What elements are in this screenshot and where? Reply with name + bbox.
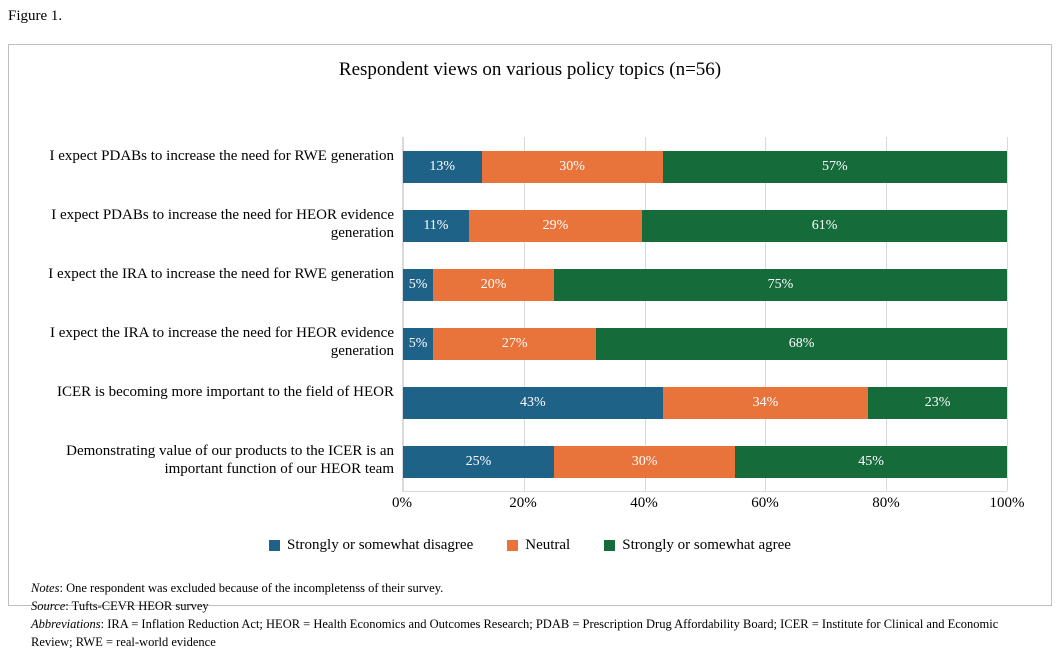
bar-segment: 27% [433,328,596,360]
legend-label: Strongly or somewhat disagree [287,537,474,553]
bar-segment: 61% [642,210,1007,242]
x-tick-label: 100% [989,495,1025,511]
legend-swatch [507,540,518,551]
bar-segment: 30% [554,446,735,478]
bar-segment: 68% [596,328,1007,360]
figure-notes [31,579,1031,652]
category-label: Demonstrating value of our products to the ICER is an important function of our HEOR team [66,442,394,478]
bar-segment: 23% [868,387,1007,419]
gridline [1007,137,1008,491]
bar-segment: 30% [482,151,663,183]
bar-segment: 57% [663,151,1007,183]
x-axis-line [402,491,1007,492]
category-label: I expect the IRA to increase the need for HEOR evidence generation [49,324,394,360]
bar-segment: 25% [403,446,554,478]
chart-title: Respondent views on various policy topics (n=56) [338,59,722,80]
plot-area [402,137,1007,491]
category-label: I expect the IRA to increase the need for RWE generation [48,265,394,282]
source-label: Source [31,599,66,614]
bar-segment: 43% [403,387,663,419]
notes-text: : One respondent was excluded because of the incompletenss of their survey. [59,581,444,595]
category-label: I expect PDABs to increase the need for HEOR evidence generation [51,206,394,242]
notes-line-abbreviations [31,615,1031,651]
source-text: : Tufts-CEVR HEOR survey [65,599,209,614]
bar-row [403,210,1007,242]
notes-line-notes [31,579,1031,597]
notes-label: Notes [31,581,60,595]
legend-swatch [269,540,280,551]
x-tick-label: 80% [872,495,900,511]
category-axis-labels [9,137,394,491]
x-tick-label: 0% [392,495,412,511]
legend-swatch [604,540,615,551]
x-axis-tick-labels [392,495,1025,517]
legend-item [604,537,791,554]
bar-segment: 29% [469,210,642,242]
figure-container [8,44,1052,650]
bar-segment: 13% [403,151,482,183]
legend-item [507,537,570,554]
legend-label: Neutral [525,537,571,553]
bar-rows [403,137,1007,491]
bar-segment: 75% [554,269,1007,301]
abbreviations-text: : IRA = Inflation Reduction Act; HEOR = Health Economics and Outcomes Research; PDAB = Prescription Drug Affordability Board; ICER = Institute for Clinical and Economic Review; RWE = real-world evidence [31,617,999,650]
bar-segment: 34% [663,387,868,419]
notes-line-source [31,597,1031,615]
bar-row [403,387,1007,419]
chart-legend [9,537,1051,554]
x-tick-label: 60% [751,495,779,511]
legend-item [269,537,473,554]
figure-label: Figure 1. [8,8,63,24]
bar-segment: 11% [403,210,469,242]
bar-row [403,446,1007,478]
x-tick-label: 40% [630,495,658,511]
bar-segment: 45% [735,446,1007,478]
bar-row [403,269,1007,301]
abbreviations-label: Abbreviations [31,617,101,632]
x-tick-label: 20% [509,495,537,511]
bar-segment: 5% [403,269,433,301]
bar-row [403,151,1007,183]
legend-label: Strongly or somewhat agree [622,537,791,553]
category-label: I expect PDABs to increase the need for RWE generation [49,147,394,164]
bar-segment: 5% [403,328,433,360]
category-label: ICER is becoming more important to the field of HEOR [56,383,394,400]
bar-segment: 20% [433,269,554,301]
bar-row [403,328,1007,360]
